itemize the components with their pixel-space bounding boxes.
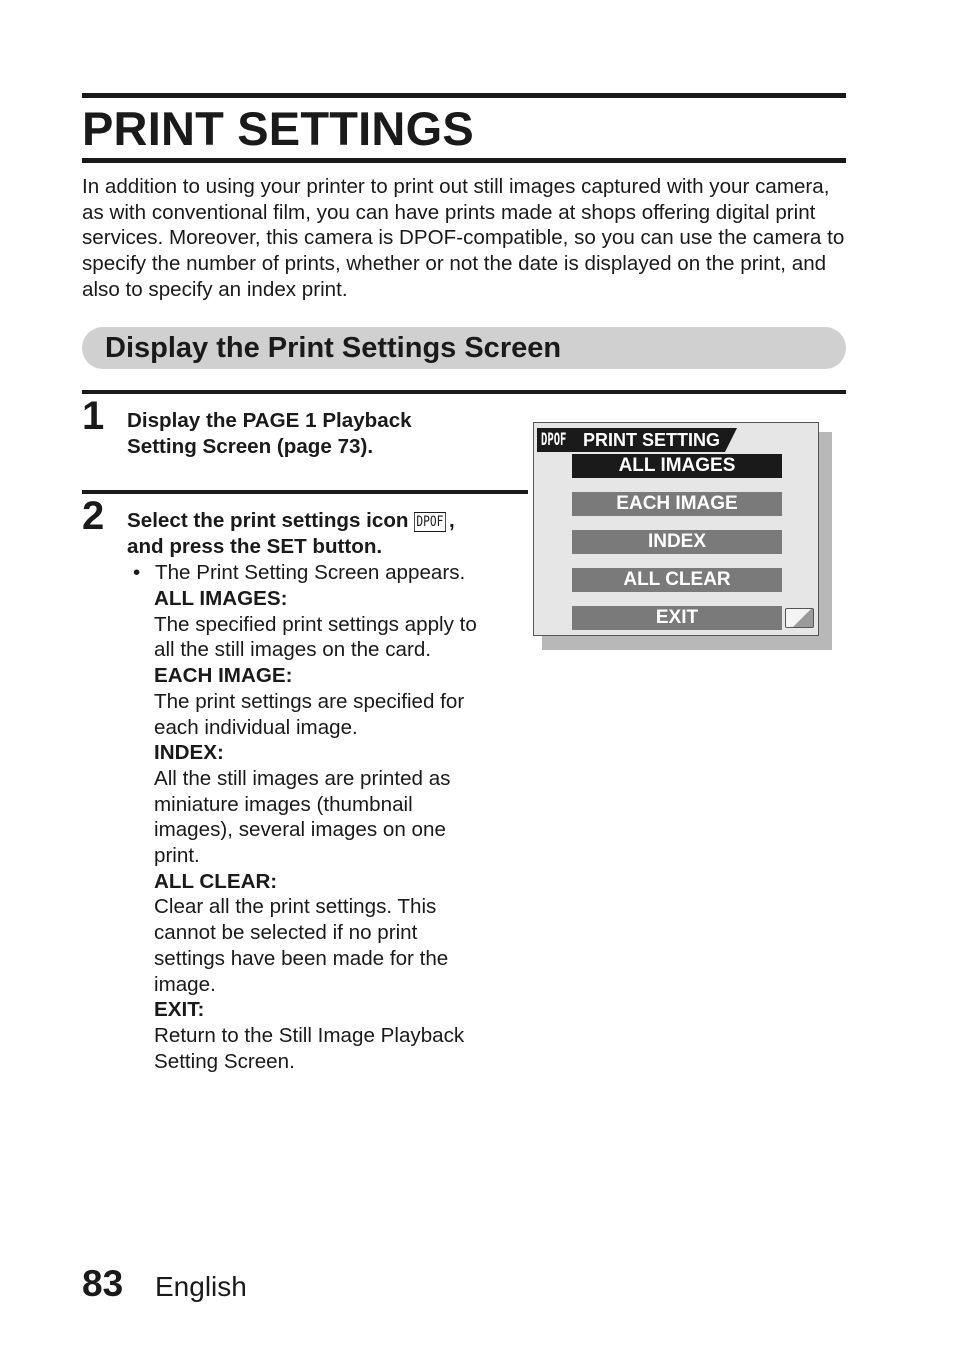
step-1-number: 1 [82,394,105,438]
option-term: EXIT: [154,998,205,1022]
option-line: images), several images on one [154,818,446,842]
menu-item-all-images[interactable]: ALL IMAGES [572,454,782,478]
option-term: EACH IMAGE: [154,664,293,688]
return-icon [785,608,814,628]
step-2-text: Select the print settings icon [127,509,415,532]
screen-title: PRINT SETTING [583,430,721,450]
bullet-item [133,560,465,586]
option-term: ALL IMAGES: [154,587,288,610]
menu-item-index[interactable]: INDEX [572,530,782,554]
page-language: English [155,1271,247,1302]
step-2-heading [127,508,455,560]
step-1-line: Display the PAGE 1 Playback [127,409,412,432]
option-descriptions [154,586,524,1074]
step-1-rule [82,390,846,394]
step-2-line [127,508,455,534]
bullet-text: The Print Setting Screen appears. [155,561,466,584]
option-line: The print settings are specified for [154,689,465,713]
top-rule [82,93,846,98]
option-line: print. [154,844,200,868]
dpof-icon: DPOF [414,512,446,532]
option-line: miniature images (thumbnail [154,792,413,816]
step-2-comma: , [448,509,455,532]
option-line: Clear all the print settings. This [154,895,437,919]
menu-item-each-image[interactable]: EACH IMAGE [572,492,782,516]
step-2-line: and press the SET button. [127,535,383,558]
option-line: All the still images are printed as [154,766,451,790]
menu-item-all-clear[interactable]: ALL CLEAR [572,568,782,592]
title-rule [82,158,846,163]
intro-paragraph: In addition to using your printer to print out still images captured with your camera, as with conventional film, you can have prints made at shops offering digital print services. Moreover, this camera is DPOF-compatible, so you can use the camera to specify the number of prints, whether or not the date is displayed on the print, and also to specify an index print. [82,175,845,301]
option-line: Return to the Still Image Playback [154,1023,465,1047]
step-1-heading [127,408,412,460]
option-line: image. [154,972,216,996]
step-2-rule [82,490,528,494]
option-line: settings have been made for the [154,946,449,970]
option-line: each individual image. [154,715,358,739]
section-title: Display the Print Settings Screen [105,332,562,364]
option-term: ALL CLEAR: [154,869,278,893]
menu-item-exit[interactable]: EXIT [572,606,782,630]
page-number: 83 [82,1263,124,1304]
option-term: INDEX: [154,741,224,765]
step-1-line: Setting Screen (page 73). [127,435,374,458]
step-2-number: 2 [82,494,105,538]
option-line: cannot be selected if no print [154,921,418,945]
bullet-mark: • [133,561,141,584]
dpof-icon: DPOF [541,430,567,450]
option-line: Setting Screen. [154,1049,295,1073]
page-title: PRINT SETTINGS [82,102,474,155]
option-line: The specified print settings apply to [154,612,477,636]
option-line: all the still images on the card. [154,638,432,662]
